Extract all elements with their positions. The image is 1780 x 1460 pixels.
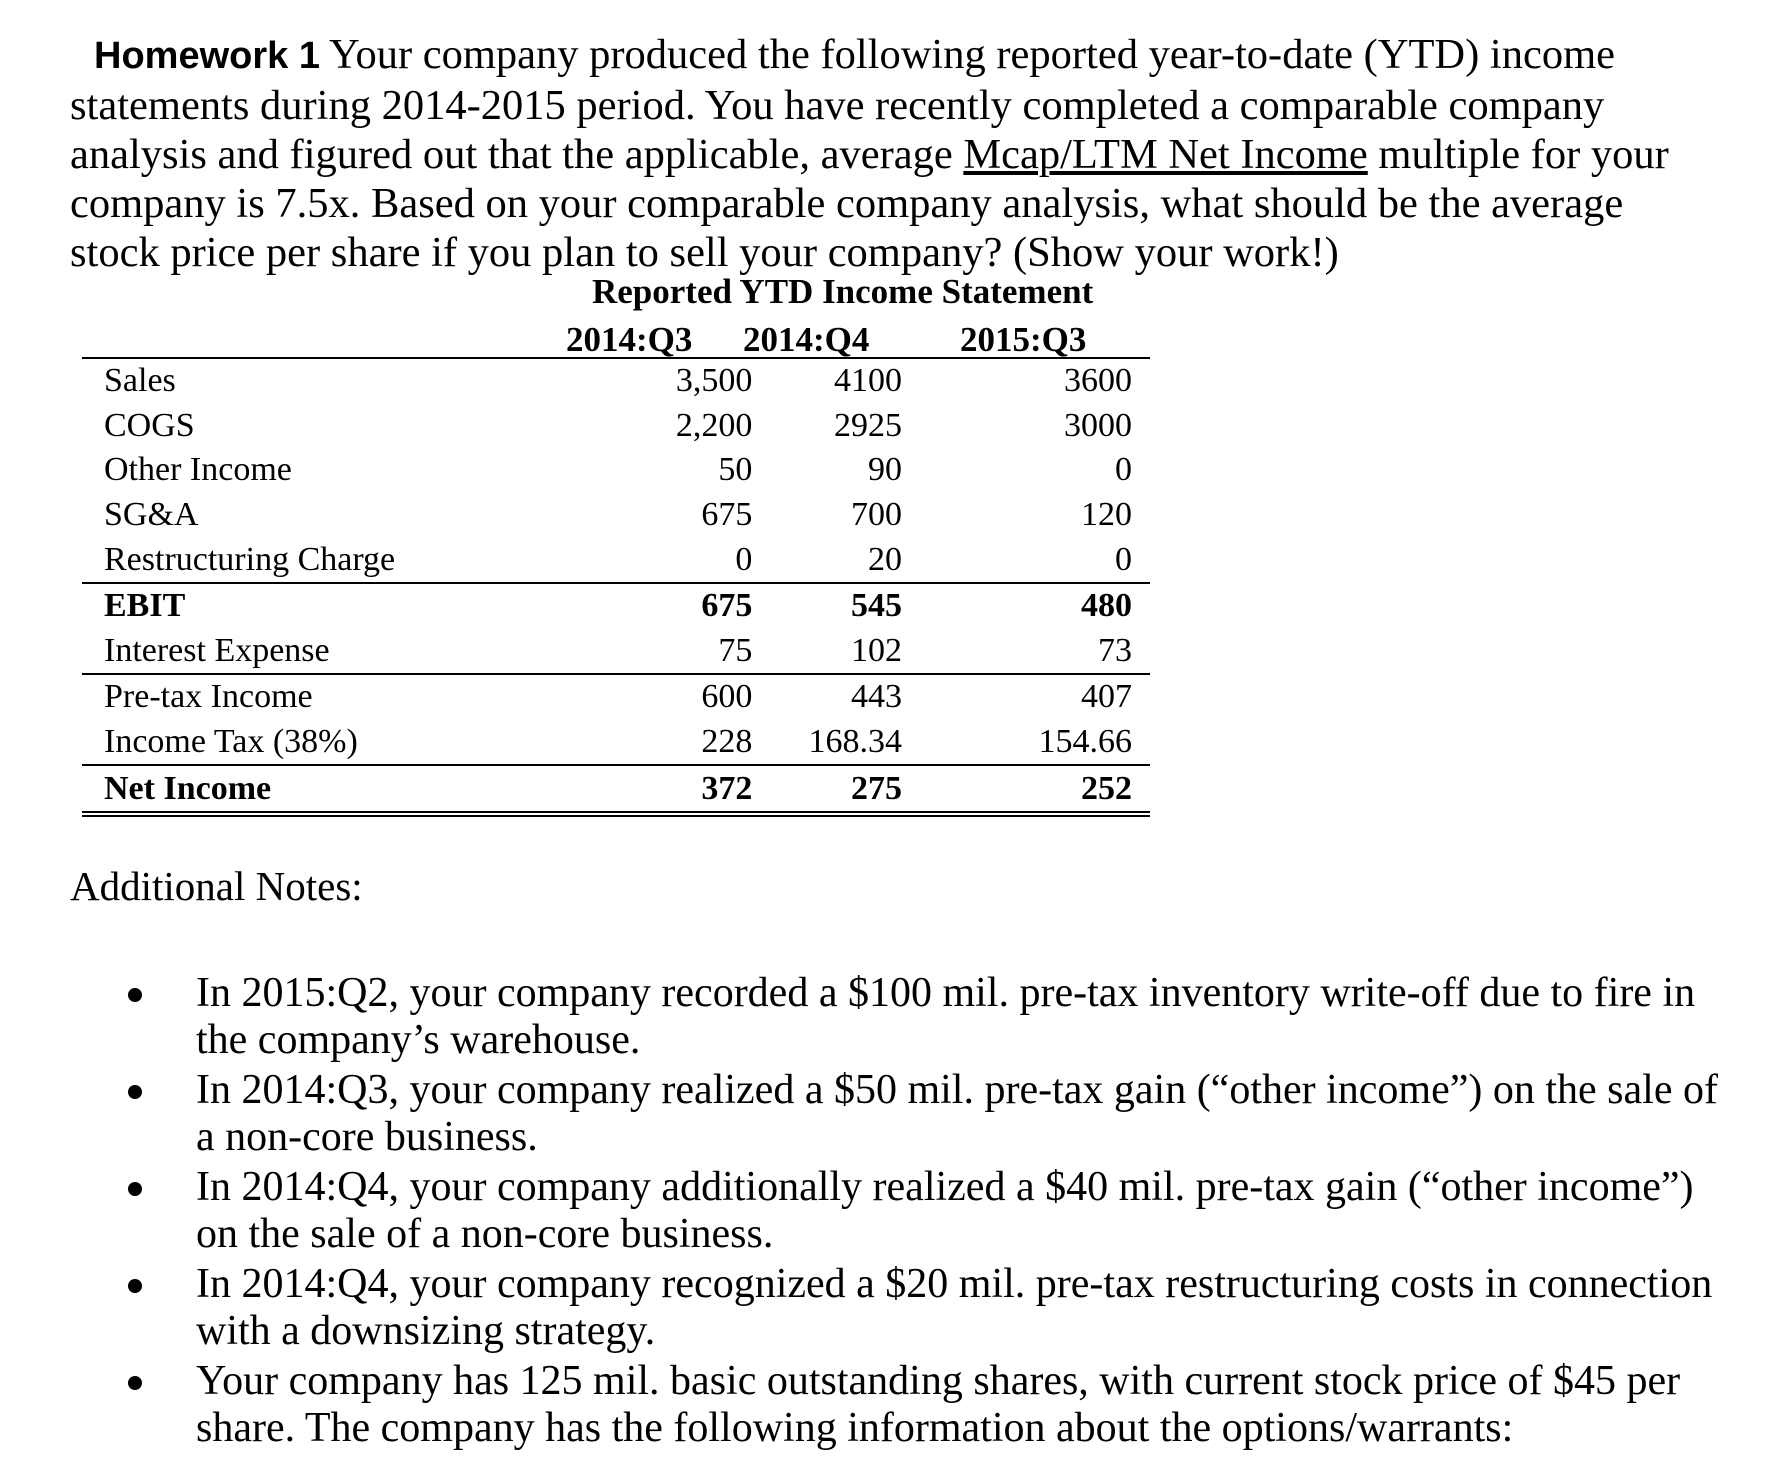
note-text: Your company has 125 mil. basic outstanding shares, with current stock price of $45 per share. The company has the following information about the options/warrants:	[196, 1358, 1681, 1451]
prompt-text-2: multiple for your company is 7.5x. Based on your comparable company analysis, what should be the average stock price per share if you plan to sell your company? (Show your work!)	[70, 131, 1669, 276]
cell-value: 20	[752, 537, 902, 583]
table-row-other-income	[82, 448, 1150, 493]
cell-value: 407	[1081, 678, 1132, 716]
row-label: COGS	[104, 406, 195, 444]
homework-label: Homework 1	[94, 35, 320, 77]
table-row-cogs	[82, 404, 1150, 449]
row-label: Restructuring Charge	[82, 537, 583, 583]
cell-value: 0	[583, 537, 753, 583]
row-label: Other Income	[104, 451, 292, 489]
cell-value: 675	[701, 496, 753, 534]
cell-value: 50	[718, 451, 753, 489]
prompt-underlined-term: Mcap/LTM Net Income	[963, 131, 1368, 178]
cell-value: 75	[583, 629, 753, 675]
cell-value: 252	[902, 765, 1150, 814]
row-label: Income Tax (38%)	[82, 720, 583, 766]
note-text: In 2014:Q4, your company additionally realized a $40 mil. pre-tax gain (“other income”) on the sale of a non-core business.	[196, 1164, 1694, 1257]
cell-value: 275	[752, 765, 902, 814]
cell-value: 102	[752, 629, 902, 675]
row-label: Pre-tax Income	[104, 678, 313, 716]
cell-value: 545	[850, 587, 902, 625]
table-row-restructuring-charge	[82, 537, 1150, 583]
bullet-icon	[128, 1376, 142, 1390]
row-label: EBIT	[104, 587, 186, 625]
cell-value: 3,500	[583, 358, 753, 404]
bullet-icon	[128, 1085, 142, 1099]
bullet-icon	[128, 988, 142, 1002]
homework-prompt	[70, 30, 1710, 277]
cell-value: 154.66	[902, 720, 1150, 766]
cell-value: 2,200	[675, 406, 753, 444]
cell-value: 0	[902, 537, 1150, 583]
cell-value: 675	[701, 587, 753, 625]
bullet-icon	[128, 1182, 142, 1196]
table-row-pretax-income	[82, 674, 1150, 720]
table-row-sga	[82, 493, 1150, 538]
note-text: In 2014:Q4, your company recognized a $20 mil. pre-tax restructuring costs in connection with a downsizing strategy.	[196, 1261, 1713, 1354]
table-row-ebit	[82, 583, 1150, 629]
cell-value: 168.34	[752, 720, 902, 766]
table-row-sales	[82, 358, 1150, 404]
table-row-income-tax	[82, 720, 1150, 766]
table-row-net-income	[82, 765, 1150, 814]
row-label: Interest Expense	[82, 629, 583, 675]
column-header-2014-q4: 2014:Q4	[743, 320, 870, 359]
note-text: In 2015:Q2, your company recorded a $100 mil. pre-tax inventory write-off due to fire in the company’s warehouse.	[196, 970, 1696, 1063]
list-item	[120, 1067, 1720, 1161]
column-header-2014-q3: 2014:Q3	[566, 320, 693, 359]
row-label: Sales	[82, 358, 583, 404]
cell-value: 120	[1081, 496, 1132, 534]
bullet-icon	[128, 1279, 142, 1293]
column-header-2015-q3: 2015:Q3	[960, 320, 1087, 359]
cell-value: 73	[902, 629, 1150, 675]
income-statement-table	[82, 357, 1150, 817]
row-label: SG&A	[104, 496, 199, 534]
cell-value: 4100	[752, 358, 902, 404]
cell-value: 3600	[902, 358, 1150, 404]
list-item	[120, 1164, 1720, 1258]
row-label: Net Income	[82, 765, 583, 814]
cell-value: 600	[701, 678, 753, 716]
cell-value: 2925	[833, 406, 902, 444]
notes-list	[120, 970, 1720, 1455]
cell-value: 700	[850, 496, 902, 534]
list-item	[120, 970, 1720, 1064]
cell-value: 228	[583, 720, 753, 766]
list-item	[120, 1261, 1720, 1355]
cell-value: 372	[583, 765, 753, 814]
list-item	[120, 1358, 1720, 1452]
table-row-interest-expense	[82, 629, 1150, 675]
cell-value: 0	[1115, 451, 1132, 489]
cell-value: 480	[1081, 587, 1132, 625]
cell-value: 443	[850, 678, 902, 716]
prompt-text-1: Your company produced the following reported year-to-date (YTD) income statements during 2014-2015 period. You have recently completed a comparable company analysis and figured out that the applicable, average	[70, 31, 1615, 178]
cell-value: 90	[867, 451, 902, 489]
notes-title: Additional Notes:	[70, 863, 363, 909]
cell-value: 3000	[1064, 406, 1132, 444]
note-text: In 2014:Q3, your company realized a $50 mil. pre-tax gain (“other income”) on the sale of a non-core business.	[196, 1067, 1718, 1160]
table-title: Reported YTD Income Statement	[592, 272, 1094, 311]
